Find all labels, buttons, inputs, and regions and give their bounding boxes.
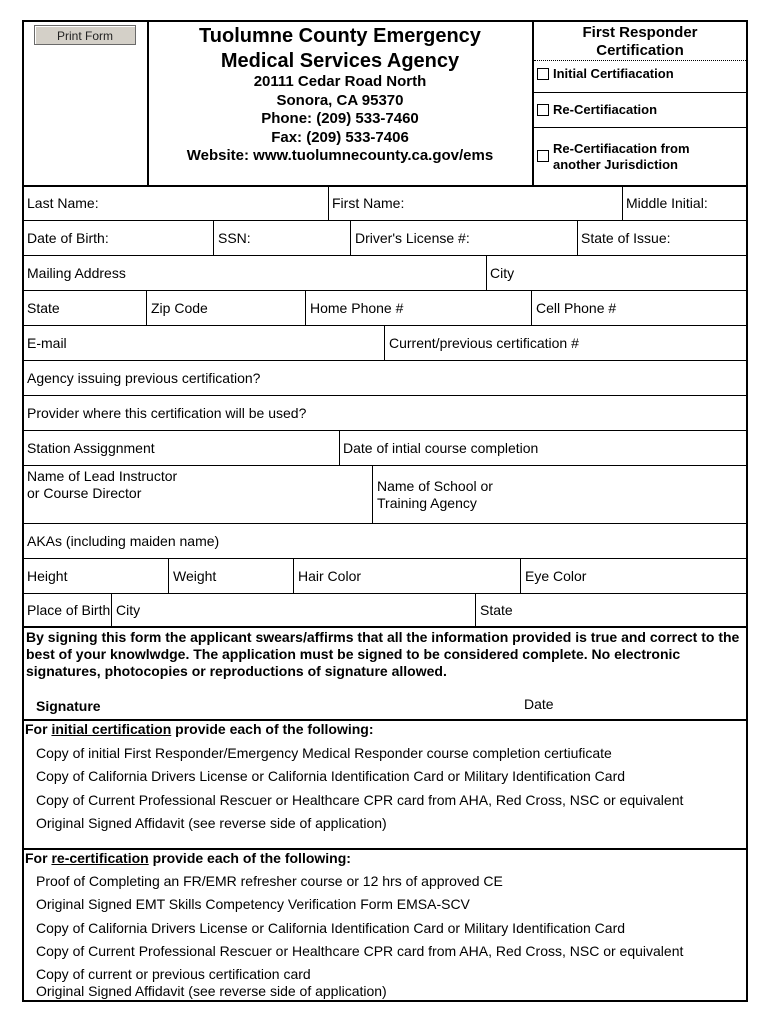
home-phone-label[interactable]: Home Phone # — [310, 300, 404, 316]
cert-title-line1: First Responder — [582, 24, 698, 41]
recert-checkbox[interactable] — [537, 104, 549, 116]
initial-section-heading: For initial certification provide each of the following: — [25, 721, 374, 737]
rule — [22, 558, 748, 559]
divider — [168, 559, 169, 593]
divider — [384, 326, 385, 360]
current-cert-label[interactable]: Current/previous certification # — [389, 335, 579, 351]
divider — [372, 466, 373, 523]
recert-other-label-line1: Re-Certifiacation from — [553, 141, 690, 156]
divider — [213, 221, 214, 255]
header-divider-left — [147, 20, 149, 186]
cert-title-divider — [534, 60, 746, 61]
list-item: Copy of Current Professional Rescuer or Healthcare CPR card from AHA, Red Cross, NSC or equivalent — [36, 943, 684, 959]
agency-prev-label[interactable]: Agency issuing previous certification? — [27, 370, 261, 386]
divider — [328, 186, 329, 220]
divider — [577, 221, 578, 255]
rule — [22, 465, 748, 466]
divider — [293, 559, 294, 593]
recert-section-heading: For re-certification provide each of the following: — [25, 850, 351, 866]
rule — [22, 360, 748, 361]
email-label[interactable]: E-mail — [27, 335, 67, 351]
divider — [350, 221, 351, 255]
dob-label[interactable]: Date of Birth: — [27, 230, 109, 246]
akas-label[interactable]: AKAs (including maiden name) — [27, 533, 220, 549]
school-label-line1[interactable]: Name of School or — [377, 478, 493, 494]
agency-address: 20111 Cedar Road North — [253, 73, 427, 90]
rule — [22, 185, 748, 187]
lead-instructor-label-line2: or Course Director — [27, 485, 142, 501]
list-item: Copy of California Drivers License or California Identification Card or Military Identification Card — [36, 768, 626, 784]
divider — [622, 186, 623, 220]
list-item: Copy of California Drivers License or California Identification Card or Military Identification Card — [36, 920, 626, 936]
cert-divider-2 — [534, 127, 746, 128]
lead-instructor-label-line1[interactable]: Name of Lead Instructor — [27, 468, 178, 484]
agency-fax: Fax: (209) 533-7406 — [271, 129, 409, 146]
divider — [111, 594, 112, 626]
initial-cert-checkbox[interactable] — [537, 68, 549, 80]
hair-color-label[interactable]: Hair Color — [298, 568, 362, 584]
list-item: Original Signed Affidavit (see reverse side of application) — [36, 815, 387, 831]
school-label-line2: Training Agency — [377, 495, 477, 511]
eye-color-label[interactable]: Eye Color — [525, 568, 587, 584]
cert-divider-1 — [534, 92, 746, 93]
rule — [22, 325, 748, 326]
agency-website: Website: www.tuolumnecounty.ca.gov/ems — [186, 147, 494, 164]
drivers-license-label[interactable]: Driver's License #: — [355, 230, 470, 246]
agency-city: Sonora, CA 95370 — [276, 92, 404, 109]
date-label[interactable]: Date — [524, 696, 554, 712]
last-name-label[interactable]: Last Name: — [27, 195, 99, 211]
divider — [475, 594, 476, 626]
height-label[interactable]: Height — [27, 568, 68, 584]
divider — [305, 291, 306, 325]
state-label[interactable]: State — [27, 300, 60, 316]
rule — [22, 255, 748, 256]
middle-initial-label[interactable]: Middle Initial: — [626, 195, 708, 211]
mailing-address-label[interactable]: Mailing Address — [27, 265, 126, 281]
rule — [22, 290, 748, 291]
rule — [22, 626, 748, 628]
birth-place-label: Place of Birth — [27, 602, 111, 618]
print-form-button[interactable]: Print Form — [34, 25, 136, 45]
birth-city-label[interactable]: City — [116, 602, 141, 618]
divider — [486, 256, 487, 290]
rule — [22, 395, 748, 396]
city-label[interactable]: City — [490, 265, 515, 281]
rule — [22, 593, 748, 594]
state-of-issue-label[interactable]: State of Issue: — [581, 230, 671, 246]
divider — [531, 291, 532, 325]
cert-title-line2: Certification — [596, 42, 684, 59]
agency-title-line1: Tuolumne County Emergency — [199, 25, 481, 47]
rule — [22, 220, 748, 221]
provider-label[interactable]: Provider where this certification will be used? — [27, 405, 307, 421]
agency-phone: Phone: (209) 533-7460 — [261, 110, 419, 127]
list-item: Copy of initial First Responder/Emergency Medical Responder course completion certiuficate — [36, 745, 612, 761]
list-item: Proof of Completing an FR/EMR refresher course or 12 hrs of approved CE — [36, 873, 503, 889]
weight-label[interactable]: Weight — [173, 568, 217, 584]
course-date-label[interactable]: Date of intial course completion — [343, 440, 539, 456]
list-item: Original Signed EMT Skills Competency Verification Form EMSA-SCV — [36, 896, 470, 912]
list-item: Copy of Current Professional Rescuer or Healthcare CPR card from AHA, Red Cross, NSC or equivalent — [36, 792, 684, 808]
first-name-label[interactable]: First Name: — [332, 195, 405, 211]
declaration-line3: signatures, photocopies or reproductions of signature allowed. — [26, 663, 447, 679]
divider — [339, 431, 340, 465]
signature-label[interactable]: Signature — [36, 698, 101, 714]
divider — [146, 291, 147, 325]
recert-other-label-line2: another Jurisdiction — [553, 157, 678, 172]
agency-title-line2: Medical Services Agency — [220, 50, 460, 72]
station-label[interactable]: Station Assiggnment — [27, 440, 155, 456]
list-item: Copy of current or previous certification card — [36, 966, 311, 982]
zip-label[interactable]: Zip Code — [151, 300, 208, 316]
cell-phone-label[interactable]: Cell Phone # — [536, 300, 617, 316]
recert-label: Re-Certifiacation — [553, 102, 658, 117]
list-item: Original Signed Affidavit (see reverse side of application) — [36, 983, 387, 999]
rule — [22, 430, 748, 431]
rule — [22, 523, 748, 524]
birth-state-label[interactable]: State — [480, 602, 513, 618]
divider — [520, 559, 521, 593]
ssn-label[interactable]: SSN: — [218, 230, 251, 246]
recert-other-checkbox[interactable] — [537, 150, 549, 162]
initial-cert-label: Initial Certifiacation — [553, 66, 674, 81]
declaration-line1: By signing this form the applicant swears/affirms that all the information provided is true and correct to the — [26, 629, 740, 645]
declaration-line2: best of your knowlwdge. The application must be signed to be considered complete. No electronic — [26, 646, 681, 662]
